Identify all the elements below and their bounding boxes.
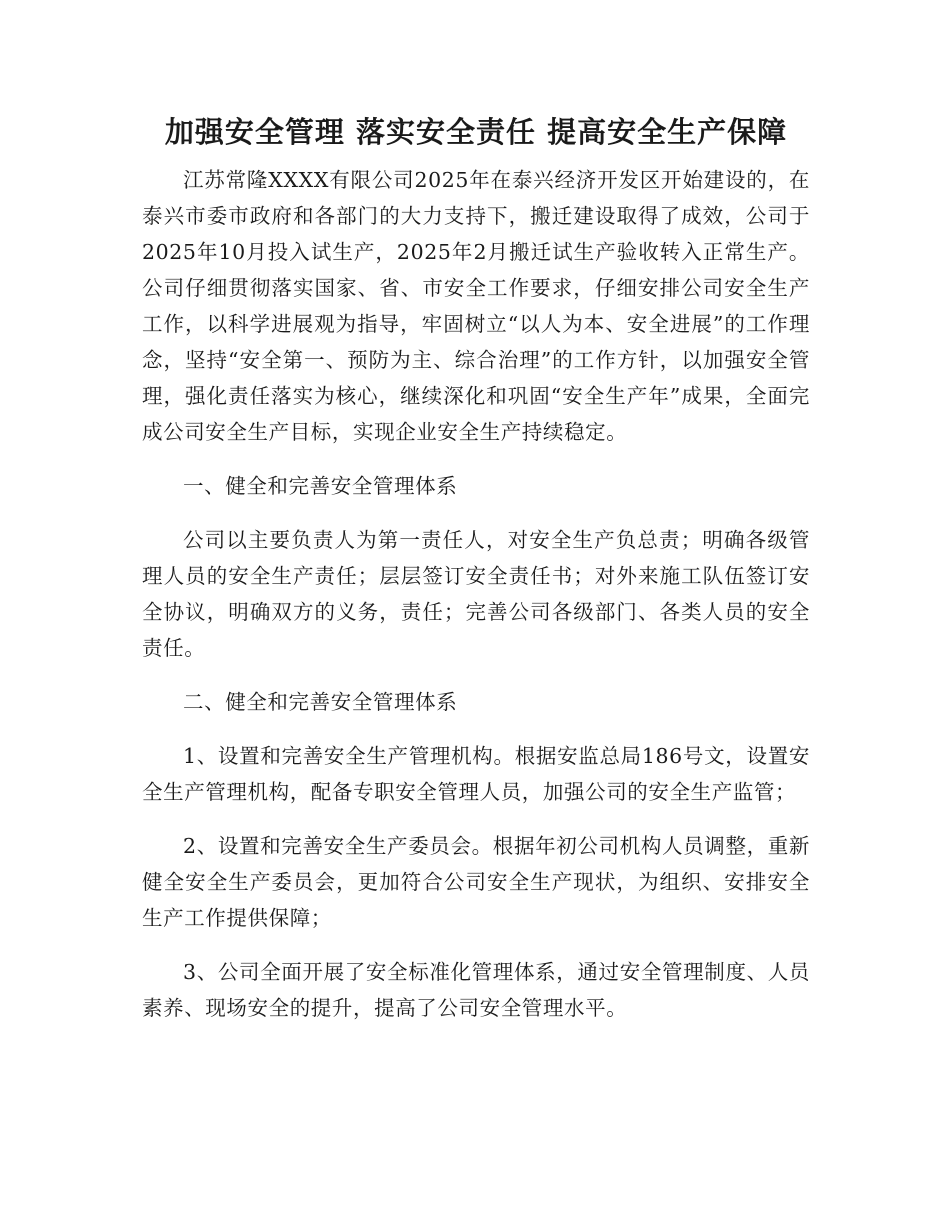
paragraph-gap [142,450,810,468]
paragraph-gap [142,720,810,738]
paragraph-gap [142,936,810,954]
document-title: 加强安全管理 落实安全责任 提高安全生产保障 [164,115,788,149]
list-item-3: 3、公司全面开展了安全标准化管理体系，通过安全管理制度、人员素养、现场安全的提升，提高了公司安全管理水平。 [142,960,810,1020]
paragraph-gap [142,810,810,828]
section-heading-2: 二、健全和完善安全管理体系 [183,690,458,714]
list-item-2: 2、设置和完善安全生产委员会。根据年初公司机构人员调整，重新健全安全生产委员会，更加符合公司安全生产现状，为组织、安排安全生产工作提供保障； [142,834,810,930]
section-1-paragraph: 公司以主要负责人为第一责任人，对安全生产负总责；明确各级管理人员的安全生产责任；层层签订安全责任书；对外来施工队伍签订安全协议，明确双方的义务，责任；完善公司各级部门、各类人员的安全责任。 [142,528,810,660]
section-heading-1: 一、健全和完善安全管理体系 [183,474,458,498]
intro-paragraph: 江苏常隆XXXX有限公司2025年在泰兴经济开发区开始建设的，在泰兴市委市政府和各部门的大力支持下，搬迁建设取得了成效，公司于2025年10月投入试生产，2025年2月搬迁试生产验收转入正常生产。公司仔细贯彻落实国家、省、市安全工作要求，仔细安排公司安全生产工作，以科学进展观为指导，牢固树立“以人为本、安全进展”的工作理念，坚持“安全第一、预防为主、综合治理”的工作方针，以加强安全管理，强化责任落实为核心，继续深化和巩固“安全生产年”成果，全面完成公司安全生产目标，实现企业安全生产持续稳定。 [142,168,810,444]
list-item-1: 1、设置和完善安全生产管理机构。根据安监总局186号文，设置安全生产管理机构，配备专职安全管理人员，加强公司的安全生产监管； [142,744,810,804]
document-page [142,112,810,1026]
paragraph-gap [142,666,810,684]
paragraph-gap [142,504,810,522]
